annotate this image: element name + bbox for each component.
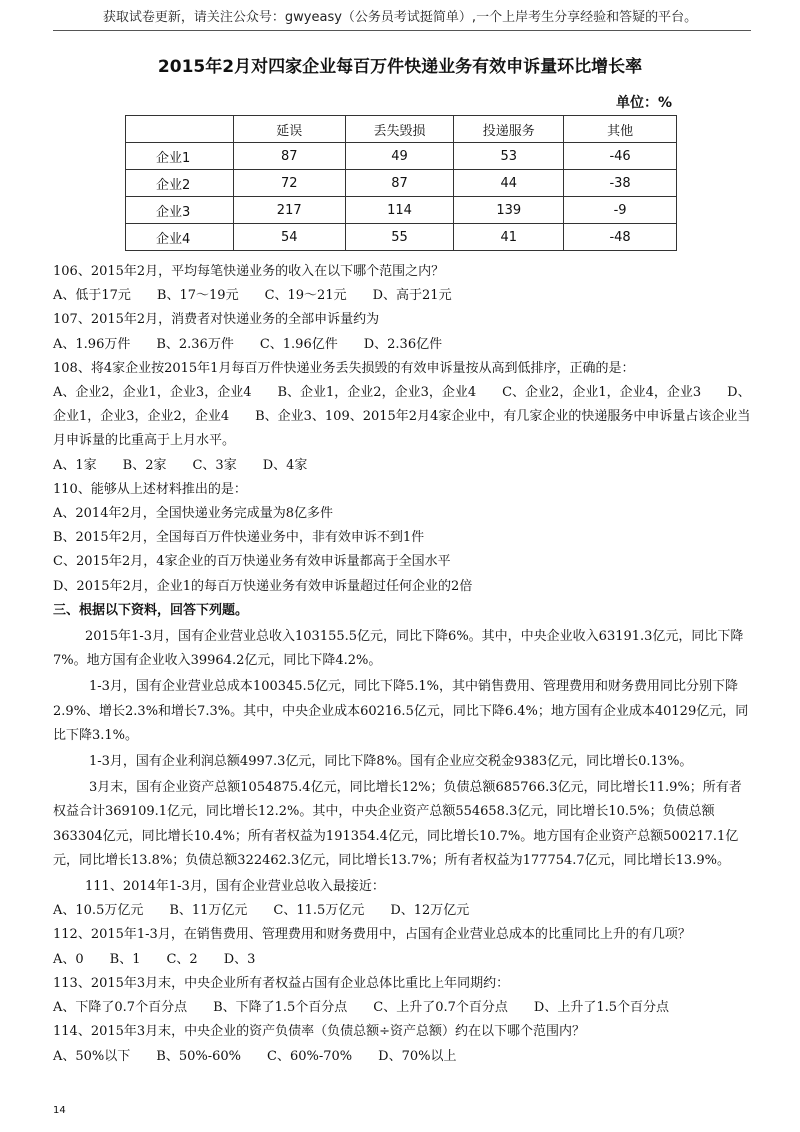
material-paragraph: 3月末，国有企业资产总额1054875.4亿元，同比增长12%；负债总额685766.3亿元，同比增长11.9%；所有者权益合计369109.1亿元，同比增长12.2%。其中，中央企业资产总额554658.3亿元，同比增长10.5%；负债总额363304亿元，同比增长10.4%；所有者权益为191354.4亿元，同比增长10.7%。地方国有企业资产总额500217.1亿元，同比增长13.8%；负债总额322462.3亿元，同比增长13.7%；所有者权益为177754.7亿元，同比增长13.9%。 [53,780,742,868]
answer-options: A、下降了0.7个百分点 B、下降了1.5个百分点 C、上升了0.7个百分点 D、上升了1.5个百分点 [53,1000,670,1016]
question-content [53,260,753,1069]
question-stem: 111、2014年1-3月，国有企业营业总收入最接近： [85,879,385,895]
table-header-cell: 延误 [233,116,345,143]
table-cell: 87 [345,170,454,197]
table-cell: 139 [454,197,564,224]
question-stem: 107、2015年2月，消费者对快递业务的全部申诉量约为 [53,312,380,328]
question-stem: 106、2015年2月，平均每笔快递业务的收入在以下哪个范围之内？ [53,264,445,279]
table-cell: 41 [454,224,564,251]
row-label: 企业2 [126,170,234,197]
table-header-cell: 其他 [564,116,677,143]
table-cell: -9 [564,197,677,224]
table-row [126,197,677,224]
section-heading: 三、根据以下资料，回答下列题。 [53,602,249,618]
question-stem: 108、将4家企业按2015年1月每百万件快递业务丢失损毁的有效申诉量按从高到低排序，正确的是： [53,360,635,376]
table-cell: 49 [345,143,454,170]
table-row [126,170,677,197]
table-header-row [126,116,677,143]
question-stem: 113、2015年3月末，中央企业所有者权益占国有企业总体比重比上年同期约： [53,975,510,991]
table-title: 2015年2月对四家企业每百万件快递业务有效申诉量环比增长率 [157,57,643,77]
header-divider [53,30,751,31]
row-label: 企业4 [126,224,234,251]
material-paragraph: 2015年1-3月，国有企业营业总收入103155.5亿元，同比下降6%。其中，中央企业收入63191.3亿元，同比下降7%。地方国有企业收入39964.2亿元，同比下降4.2%。 [53,629,744,669]
table-unit: 单位：% [615,95,672,111]
table-cell: 55 [345,224,454,251]
material-paragraph: 1-3月，国有企业营业总成本100345.5亿元，同比下降5.1%，其中销售费用、管理费用和财务费用同比分别下降2.9%、增长2.3%和增长7.3%。其中，中央企业成本60216.5亿元，同比下降6.4%；地方国有企业成本40129亿元，同比下降3.1%。 [53,679,749,743]
complaint-table [125,115,677,251]
answer-option: C、2015年2月，4家企业的百万快递业务有效申诉量都高于全国水平 [53,554,451,570]
answer-option: B、2015年2月，全国每百万件快递业务中，非有效申诉不到1件 [53,530,425,546]
table-cell: -46 [564,143,677,170]
answer-options: A、10.5万亿元 B、11万亿元 C、11.5万亿元 D、12万亿元 [53,903,470,919]
row-label: 企业1 [126,143,234,170]
answer-option: A、2014年2月，全国快递业务完成量为8亿多件 [53,506,334,522]
page-number: 14 [53,1105,66,1116]
table-cell: -48 [564,224,677,251]
question-stem: 114、2015年3月末，中央企业的资产负债率（负债总额÷资产总额）约在以下哪个范围内？ [53,1024,586,1040]
question-stem: 112、2015年1-3月，在销售费用、管理费用和财务费用中，占国有企业营业总成本的比重同比上升的有几项？ [53,927,691,943]
answer-options: A、低于17元 B、17～19元 C、19～21元 D、高于21元 [53,288,452,304]
table-cell: 44 [454,170,564,197]
question-stem: 110、能够从上述材料推出的是： [53,481,247,497]
answer-options: A、1家 B、2家 C、3家 D、4家 [53,457,308,473]
table-row [126,224,677,251]
answer-option: D、2015年2月，企业1的每百万快递业务有效申诉量超过任何企业的2倍 [53,578,473,594]
table-header-cell: 投递服务 [454,116,564,143]
table-cell: 114 [345,197,454,224]
table-cell: 87 [233,143,345,170]
row-label: 企业3 [126,197,234,224]
answer-options: A、企业2，企业1，企业3，企业4 B、企业1，企业2，企业3，企业4 C、企业2，企业1，企业4，企业3 D、企业1，企业3，企业2，企业4 B、企业3、109、2015年2月4家企业中，有几家企业的快递服务中申诉量占该企业当月申诉量的比重高于上月水平。 [53,385,751,449]
table-cell: 72 [233,170,345,197]
table-cell: -38 [564,170,677,197]
table-cell: 53 [454,143,564,170]
table-cell: 217 [233,197,345,224]
table-header-cell: 丢失毁损 [345,116,454,143]
page-header: 获取试卷更新，请关注公众号：gwyeasy（公务员考试挺简单）,一个上岸考生分享经验和答疑的平台。 [102,10,698,25]
table-header-cell [126,116,234,143]
table-row [126,143,677,170]
answer-options: A、1.96万件 B、2.36万件 C、1.96亿件 D、2.36亿件 [53,336,443,352]
answer-options: A、0 B、1 C、2 D、3 [53,951,256,967]
material-paragraph: 1-3月，国有企业利润总额4997.3亿元，同比下降8%。国有企业应交税金9383亿元，同比增长0.13%。 [89,754,693,770]
answer-options: A、50%以下 B、50%-60% C、60%-70% D、70%以上 [53,1048,457,1064]
table-cell: 54 [233,224,345,251]
